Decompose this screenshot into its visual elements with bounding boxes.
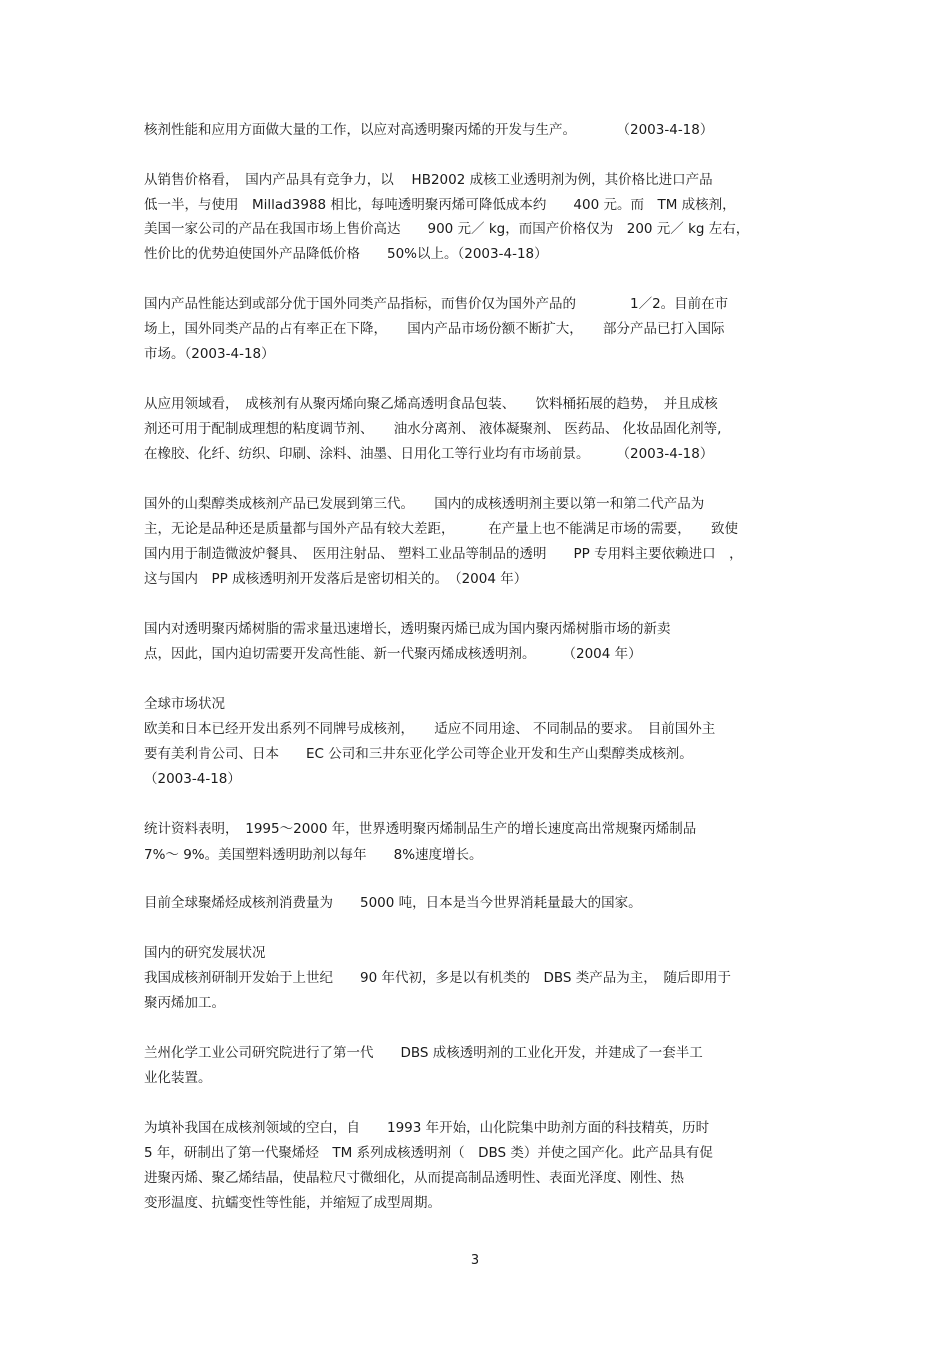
text-line: 国内产品性能达到或部分优于国外同类产品指标，而售价仅为国外产品的 1／2。目前在市 (144, 296, 729, 312)
text-line: 国外的山梨醇类成核剂产品已发展到第三代。 国内的成核透明剂主要以第一和第二代产品为 (144, 496, 705, 512)
text-line: 要有美利肯公司、日本 EC 公司和三井东亚化学公司等企业开发和生产山梨醇类成核剂。 (144, 746, 693, 762)
text-line: 聚丙烯加工。 (144, 995, 225, 1011)
text-line: 兰州化学工业公司研究院进行了第一代 DBS 成核透明剂的工业化开发，并建成了一套半工 (144, 1045, 703, 1061)
section-heading: 国内的研究发展状况 (144, 945, 266, 961)
text-line: 目前全球聚烯烃成核剂消费量为 5000 吨，日本是当今世界消耗量最大的国家。 (144, 895, 642, 911)
text-line: 国内对透明聚丙烯树脂的需求量迅速增长，透明聚丙烯已成为国内聚丙烯树脂市场的新卖 (144, 621, 671, 637)
text-line: 7%～ 9%。美国塑料透明助剂以每年 8%速度增长。 (144, 847, 483, 863)
text-line: 场上，国外同类产品的占有率正在下降， 国内产品市场份额不断扩大， 部分产品已打入国际 (144, 321, 725, 337)
text-line: 统计资料表明， 1995～2000 年，世界透明聚丙烯制品生产的增长速度高出常规聚丙烯制品 (144, 821, 697, 837)
section-heading: 全球市场状况 (144, 696, 225, 712)
text-line: 5 年，研制出了第一代聚烯烃 TM 系列成核透明剂（ DBS 类）并使之国产化。此产品具有促 (144, 1145, 713, 1161)
text-line: 主，无论是品种还是质量都与国外产品有较大差距， 在产量上也不能满足市场的需要， 致使 (144, 521, 738, 537)
text-line: 从应用领域看， 成核剂有从聚丙烯向聚乙烯高透明食品包装、 饮料桶拓展的趋势， 并且成核 (144, 396, 718, 412)
text-line: 变形温度、抗蠕变性等性能，并缩短了成型周期。 (144, 1195, 441, 1211)
text-line: 欧美和日本已经开发出系列不同牌号成核剂， 适应不同用途、 不同制品的要求。 目前国外主 (144, 721, 716, 737)
text-line: 剂还可用于配制成理想的粘度调节剂、 油水分离剂、 液体凝聚剂、 医药品、 化妆品固化剂等, (144, 421, 722, 437)
text-line: 从销售价格看， 国内产品具有竞争力，以 HB2002 成核工业透明剂为例，其价格比进口产品 (144, 172, 713, 188)
text-line: （2003-4-18） (144, 771, 241, 787)
text-line: 国内用于制造微波炉餐具、 医用注射品、 塑料工业品等制品的透明 PP 专用料主要依赖进口 ， (144, 546, 743, 562)
text-line: 为填补我国在成核剂领域的空白，自 1993 年开始，山化院集中助剂方面的科技精英，历时 (144, 1120, 710, 1136)
text-line: 业化装置。 (144, 1070, 212, 1086)
text-line: 我国成核剂研制开发始于上世纪 90 年代初，多是以有机类的 DBS 类产品为主， 随后即用于 (144, 970, 731, 986)
text-line: 低一半，与使用 Millad3988 相比，每吨透明聚丙烯可降低成本约 400 元。而 TM 成核剂， (144, 197, 736, 213)
text-line: 性价比的优势迫使国外产品降低价格 50%以上。（2003-4-18） (144, 246, 548, 262)
text-line: 美国一家公司的产品在我国市场上售价高达 900 元／ kg，而国产价格仅为 200 元／ kg 左右， (144, 221, 750, 237)
text-line: 在橡胶、化纤、纺织、印刷、涂料、油墨、日用化工等行业均有市场前景。 （2003-4-18） (144, 446, 714, 462)
page-number: 3 (470, 1253, 480, 1268)
text-line: 市场。（2003-4-18） (144, 346, 275, 362)
text-line: 核剂性能和应用方面做大量的工作，以应对高透明聚丙烯的开发与生产。 （2003-4-18） (144, 122, 714, 138)
text-line: 点，因此，国内迫切需要开发高性能、新一代聚丙烯成核透明剂。 （2004 年） (144, 646, 642, 662)
text-line: 这与国内 PP 成核透明剂开发落后是密切相关的。 （2004 年） (144, 571, 528, 587)
text-line: 进聚丙烯、聚乙烯结晶，使晶粒尺寸微细化，从而提高制品透明性、表面光泽度、刚性、热 (144, 1170, 684, 1186)
